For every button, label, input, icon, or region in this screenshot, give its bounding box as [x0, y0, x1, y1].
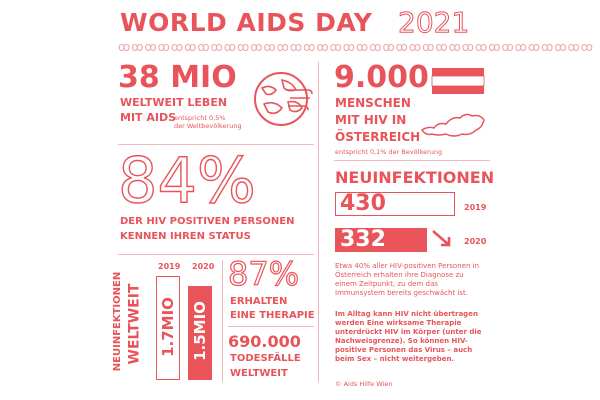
infections-year-2020: 2020	[464, 237, 487, 246]
therapy-line1: ERHALTEN	[230, 296, 288, 307]
page-title	[120, 8, 372, 37]
infections-year-2019: 2019	[464, 203, 487, 212]
austria-line1: MENSCHEN	[335, 96, 411, 110]
global-note-line1: entspricht 0,5%	[174, 114, 226, 122]
status-line2: KENNEN IHREN STATUS	[120, 231, 251, 242]
austria-map-icon	[420, 104, 486, 140]
credit: © Aids Hilfe Wien	[335, 380, 393, 388]
center-divider	[318, 62, 319, 382]
diagnosis-paragraph: Etwa 40% aller HIV-positiven Personen in Österreich erhalten ihre Diagnose zu einem Zeitpunkt, zu dem das Immunsystem bereits geschwächt ist.	[335, 262, 480, 297]
austria-count: 9.000	[334, 60, 429, 95]
global-count: 38 MIO	[118, 60, 237, 95]
worldwide-value-2019: 1.7MIO	[159, 297, 177, 357]
infections-value-2019: 430	[340, 191, 386, 216]
divider-5	[228, 326, 314, 327]
deaths-count: 690.000	[228, 332, 301, 351]
title-text: WORLD AIDS DAY	[120, 8, 373, 37]
worldwide-value-2020: 1.5MIO	[191, 301, 209, 361]
wind-lines-icon	[284, 84, 314, 114]
status-percent: 84%	[118, 144, 256, 217]
title-year: 2021	[398, 6, 470, 39]
therapy-line2: EINE THERAPIE	[230, 310, 315, 321]
global-line1: WELTWEIT LEBEN	[120, 96, 228, 109]
down-arrow-icon	[430, 228, 456, 250]
austria-line3: ÖSTERREICH	[335, 130, 421, 144]
ribbon-row: ꝏꝏꝏꝏꝏꝏꝏꝏꝏꝏꝏꝏꝏꝏꝏꝏꝏꝏꝏꝏꝏꝏꝏꝏꝏꝏꝏꝏꝏꝏꝏꝏꝏꝏꝏꝏ	[118, 40, 595, 54]
divider-2	[334, 160, 490, 161]
austria-note: entspricht 0,1% der Bevölkerung	[335, 148, 443, 156]
worldwide-year2: 2020	[192, 262, 215, 271]
deaths-line2: WELTWEIT	[230, 368, 288, 379]
austria-flag-icon	[432, 68, 484, 94]
divider-4	[222, 260, 223, 382]
deaths-line1: TODESFÄLLE	[230, 353, 301, 364]
infections-value-2020: 332	[340, 227, 386, 252]
worldwide-label2: WELTWEIT	[126, 283, 143, 365]
therapy-paragraph: Im Alltag kann HIV nicht übertragen werden Eine wirksame Therapie unterdrückt HIV im Körper (unter die Nachweisgrenze). So können HIV-positive Personen das Virus – auch beim Sex – nicht weitergeben.	[335, 310, 482, 363]
therapy-percent: 87%	[228, 255, 300, 293]
austria-line2: MIT HIV IN	[335, 113, 407, 127]
worldwide-label1: NEUINFEKTIONEN	[112, 271, 124, 372]
status-line1: DER HIV POSITIVEN PERSONEN	[120, 216, 295, 227]
global-note-line2: der Weltbevölkerung	[174, 122, 242, 130]
global-line2: MIT AIDS	[120, 111, 177, 124]
new-infections-title: NEUINFEKTIONEN	[335, 168, 495, 187]
worldwide-year1: 2019	[158, 262, 181, 271]
global-note	[174, 114, 242, 130]
